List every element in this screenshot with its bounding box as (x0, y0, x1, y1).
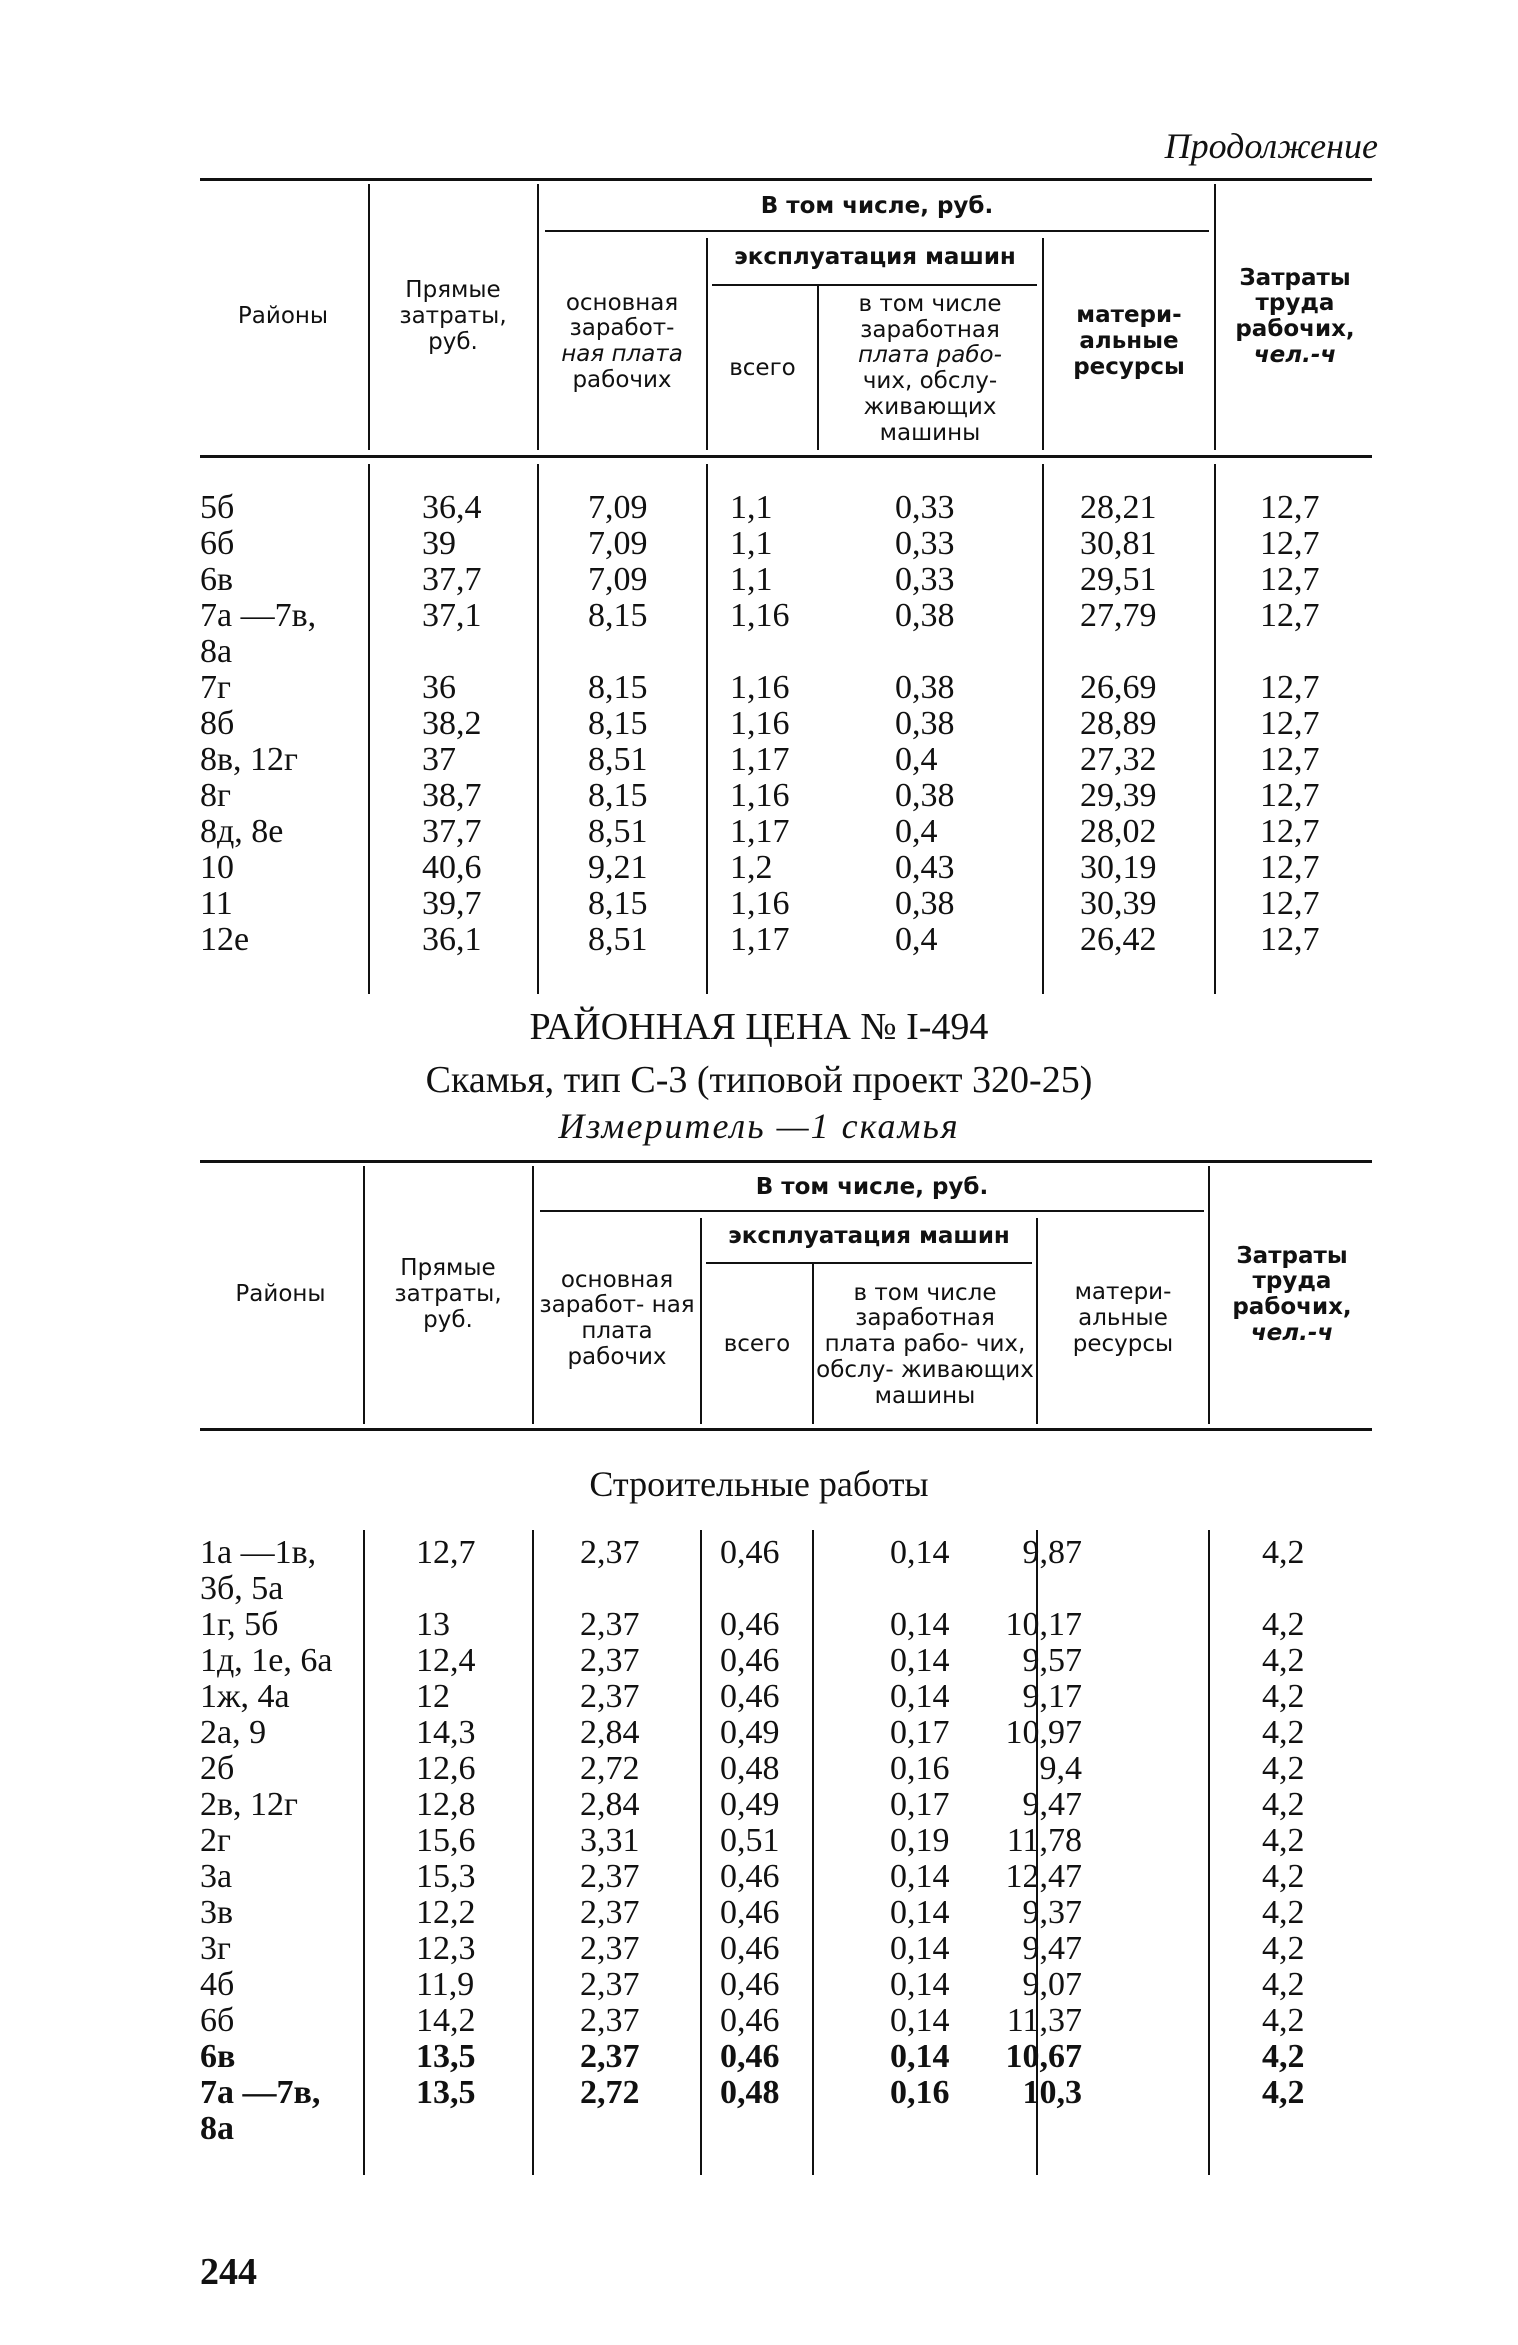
cell-mach: 1,17 (730, 741, 790, 778)
cell-region: 3а (200, 1858, 233, 1895)
price-measure: Измеритель —1 скамья (558, 1106, 960, 1146)
cell-wage: 7,09 (588, 561, 648, 598)
cell-mach_wage: 0,19 (890, 1822, 950, 1859)
table-row-continuation (200, 634, 1372, 670)
cell-region: 2а, 9 (200, 1714, 267, 1751)
cell-wage: 8,15 (588, 669, 648, 706)
continuation-label: Продолжение (1164, 126, 1378, 166)
cell-materials: 28,02 (1080, 813, 1157, 850)
header2-machine-total: всего (723, 1331, 791, 1358)
table-2 (200, 1160, 1372, 2175)
table-row (200, 1787, 1372, 1823)
cell-labor: 4,2 (1262, 1966, 1305, 2003)
cell-region: 12е (200, 921, 250, 958)
cell-mach_wage: 0,38 (895, 885, 955, 922)
cell-mach: 0,46 (720, 1858, 780, 1895)
cell-mach: 1,16 (730, 597, 790, 634)
cell-mach: 0,51 (720, 1822, 780, 1859)
cell-wage: 8,15 (588, 777, 648, 814)
cell-direct: 13,5 (416, 2038, 476, 2075)
table-row (200, 598, 1372, 634)
cell-mach: 0,48 (720, 1750, 780, 1787)
cell-materials: 12,47 (1005, 1858, 1082, 1895)
cell-mach_wage: 0,38 (895, 597, 955, 634)
header-labor: Затраты труда рабочих, чел.-ч (1235, 264, 1355, 368)
cell-wage: 2,84 (580, 1786, 640, 1823)
cell-wage: 3,31 (580, 1822, 640, 1859)
cell-mach: 0,48 (720, 2074, 780, 2111)
cell-direct: 12,2 (416, 1894, 476, 1931)
cell-mach: 0,46 (720, 2038, 780, 2075)
cell-materials: 9,57 (1022, 1642, 1082, 1679)
cell-materials: 10,17 (1005, 1606, 1082, 1643)
cell-wage: 2,84 (580, 1714, 640, 1751)
cell-wage: 2,37 (580, 1894, 640, 1931)
cell-materials: 29,39 (1080, 777, 1157, 814)
header2-labor: Затраты труда рабочих, чел.-ч (1232, 1242, 1352, 1346)
table-row (200, 1643, 1372, 1679)
cell-mach_wage: 0,17 (890, 1786, 950, 1823)
cell-labor: 4,2 (1262, 1822, 1305, 1859)
cell-direct: 36,4 (422, 489, 482, 526)
cell-mach_wage: 0,17 (890, 1714, 950, 1751)
cell-materials: 27,79 (1080, 597, 1157, 634)
cell-direct: 15,3 (416, 1858, 476, 1895)
cell-mach: 1,16 (730, 885, 790, 922)
cell-mach_wage: 0,38 (895, 777, 955, 814)
table-row (200, 1931, 1372, 1967)
cell-mach: 1,1 (730, 525, 773, 562)
cell-wage: 8,15 (588, 597, 648, 634)
cell-materials: 29,51 (1080, 561, 1157, 598)
header2-including: В том числе, руб. (755, 1174, 989, 1201)
table-row (200, 490, 1372, 526)
cell-labor: 12,7 (1260, 885, 1320, 922)
cell-labor: 4,2 (1262, 2002, 1305, 2039)
cell-wage: 2,37 (580, 1678, 640, 1715)
cell-mach: 0,49 (720, 1786, 780, 1823)
cell-labor: 12,7 (1260, 669, 1320, 706)
cell-region: 2в, 12г (200, 1786, 298, 1823)
cell-wage: 8,51 (588, 813, 648, 850)
cell-direct: 13,5 (416, 2074, 476, 2111)
cell-wage: 7,09 (588, 525, 648, 562)
header2-machine-operation: эксплуатация машин (728, 1223, 1010, 1250)
cell-materials: 9,17 (1022, 1678, 1082, 1715)
cell-region2: 8а (200, 2110, 234, 2147)
cell-direct: 12,8 (416, 1786, 476, 1823)
cell-mach: 0,46 (720, 1930, 780, 1967)
table-row (200, 1823, 1372, 1859)
table-row-continuation (200, 2111, 1372, 2147)
cell-direct: 39 (422, 525, 456, 562)
cell-direct: 37,7 (422, 813, 482, 850)
cell-mach_wage: 0,14 (890, 1858, 950, 1895)
cell-direct: 12,4 (416, 1642, 476, 1679)
cell-region: 7а —7в, (200, 2074, 321, 2111)
table-row (200, 922, 1372, 958)
cell-mach_wage: 0,14 (890, 1894, 950, 1931)
table-1 (200, 178, 1372, 998)
cell-direct: 12,7 (416, 1534, 476, 1571)
cell-mach_wage: 0,14 (890, 2038, 950, 2075)
header-materials: матери- альные ресурсы (1073, 302, 1185, 380)
cell-materials: 9,4 (1039, 1750, 1082, 1787)
cell-region: 3в (200, 1894, 234, 1931)
cell-wage: 2,37 (580, 1642, 640, 1679)
cell-direct: 39,7 (422, 885, 482, 922)
cell-wage: 8,51 (588, 741, 648, 778)
cell-wage: 8,51 (588, 921, 648, 958)
cell-mach: 1,16 (730, 669, 790, 706)
cell-mach: 0,46 (720, 1678, 780, 1715)
table-1-top-rule (200, 178, 1372, 181)
cell-mach_wage: 0,14 (890, 1966, 950, 2003)
cell-region: 8в, 12г (200, 741, 298, 778)
cell-region: 8д, 8е (200, 813, 284, 850)
cell-direct: 11,9 (416, 1966, 475, 2003)
cell-materials: 9,87 (1022, 1534, 1082, 1571)
table-1-header-rule (200, 455, 1372, 458)
cell-direct: 38,7 (422, 777, 482, 814)
cell-direct: 37,1 (422, 597, 482, 634)
table-row (200, 706, 1372, 742)
cell-region2: 3б, 5а (200, 1570, 284, 1607)
header2-main-wage: основная заработ- ная плата рабочих (539, 1266, 695, 1370)
cell-region: 7г (200, 669, 231, 706)
table-row (200, 814, 1372, 850)
cell-mach_wage: 0,14 (890, 1678, 950, 1715)
cell-region: 2б (200, 1750, 235, 1787)
cell-materials: 9,47 (1022, 1930, 1082, 1967)
header-including: В том числе, руб. (760, 193, 994, 220)
cell-wage: 2,37 (580, 1606, 640, 1643)
cell-materials: 28,89 (1080, 705, 1157, 742)
cell-mach_wage: 0,14 (890, 1534, 950, 1571)
cell-materials: 11,37 (1006, 2002, 1082, 2039)
cell-labor: 12,7 (1260, 741, 1320, 778)
cell-mach: 1,16 (730, 777, 790, 814)
cell-wage: 2,37 (580, 1966, 640, 2003)
cell-materials: 10,97 (1005, 1714, 1082, 1751)
cell-mach_wage: 0,4 (895, 921, 938, 958)
cell-direct: 36,1 (422, 921, 482, 958)
header-machine-total: всего (729, 355, 796, 382)
cell-direct: 36 (422, 669, 456, 706)
cell-direct: 14,3 (416, 1714, 476, 1751)
cell-direct: 37,7 (422, 561, 482, 598)
header-direct-costs: Прямые затраты, руб. (399, 277, 507, 355)
cell-labor: 12,7 (1260, 813, 1320, 850)
cell-mach: 1,16 (730, 705, 790, 742)
cell-mach_wage: 0,16 (890, 2074, 950, 2111)
table-row-continuation (200, 1571, 1372, 1607)
cell-labor: 4,2 (1262, 1894, 1305, 1931)
cell-labor: 12,7 (1260, 489, 1320, 526)
section-construction-works: Строительные работы (589, 1464, 929, 1504)
header2-materials: матери- альные ресурсы (1072, 1279, 1174, 1357)
page-number: 244 (200, 2251, 257, 2293)
cell-mach: 0,46 (720, 1966, 780, 2003)
cell-wage: 2,37 (580, 2002, 640, 2039)
cell-labor: 4,2 (1262, 1930, 1305, 1967)
cell-materials: 11,78 (1006, 1822, 1082, 1859)
cell-materials: 28,21 (1080, 489, 1157, 526)
table-2-top-rule (200, 1160, 1372, 1163)
cell-labor: 12,7 (1260, 597, 1320, 634)
cell-mach_wage: 0,14 (890, 1642, 950, 1679)
header-machine-operation: эксплуатация машин (734, 244, 1016, 271)
cell-materials: 9,07 (1022, 1966, 1082, 2003)
cell-region: 1а —1в, (200, 1534, 317, 1571)
table-row (200, 778, 1372, 814)
cell-direct: 12 (416, 1678, 450, 1715)
cell-mach_wage: 0,33 (895, 525, 955, 562)
table-row (200, 1715, 1372, 1751)
cell-mach: 0,46 (720, 1894, 780, 1931)
cell-region: 8г (200, 777, 231, 814)
table-row (200, 1607, 1372, 1643)
cell-mach_wage: 0,38 (895, 705, 955, 742)
cell-labor: 12,7 (1260, 525, 1320, 562)
cell-materials: 30,39 (1080, 885, 1157, 922)
cell-region: 5б (200, 489, 235, 526)
cell-mach: 0,49 (720, 1714, 780, 1751)
cell-wage: 8,15 (588, 885, 648, 922)
cell-mach_wage: 0,16 (890, 1750, 950, 1787)
cell-direct: 13 (416, 1606, 450, 1643)
header-machine-wage: в том числе заработная плата рабо- чих, обслу- живающих машины (858, 290, 1002, 446)
header2-direct-costs: Прямые затраты, руб. (394, 1255, 502, 1333)
cell-region: 11 (200, 885, 233, 922)
cell-mach: 1,2 (730, 849, 773, 886)
cell-region: 6б (200, 2002, 235, 2039)
cell-region: 1ж, 4а (200, 1678, 290, 1715)
header-main-wage: основная заработ- ная плата рабочих (561, 289, 683, 393)
cell-materials: 26,69 (1080, 669, 1157, 706)
cell-labor: 12,7 (1260, 561, 1320, 598)
cell-direct: 15,6 (416, 1822, 476, 1859)
cell-region: 8б (200, 705, 235, 742)
cell-mach: 0,46 (720, 1642, 780, 1679)
cell-direct: 12,6 (416, 1750, 476, 1787)
cell-region: 2г (200, 1822, 231, 1859)
table-row (200, 670, 1372, 706)
cell-region: 6б (200, 525, 235, 562)
cell-region: 6в (200, 2038, 236, 2075)
table-row (200, 2039, 1372, 2075)
cell-wage: 2,72 (580, 2074, 640, 2111)
cell-mach_wage: 0,38 (895, 669, 955, 706)
cell-materials: 30,81 (1080, 525, 1157, 562)
cell-mach_wage: 0,14 (890, 1930, 950, 1967)
price-subtitle: Скамья, тип С-3 (типовой проект 320-25) (425, 1059, 1093, 1101)
cell-mach: 1,1 (730, 561, 773, 598)
table-2-header-rule (200, 1428, 1372, 1431)
cell-mach_wage: 0,4 (895, 813, 938, 850)
cell-labor: 4,2 (1262, 1750, 1305, 1787)
cell-labor: 4,2 (1262, 1642, 1305, 1679)
table-row (200, 1751, 1372, 1787)
cell-region2: 8а (200, 633, 233, 670)
cell-region: 7а —7в, (200, 597, 317, 634)
cell-materials: 27,32 (1080, 741, 1157, 778)
header-regions: Районы (237, 303, 329, 330)
cell-labor: 4,2 (1262, 2074, 1305, 2111)
cell-mach: 1,17 (730, 921, 790, 958)
cell-materials: 9,37 (1022, 1894, 1082, 1931)
cell-mach_wage: 0,14 (890, 2002, 950, 2039)
cell-mach: 0,46 (720, 1606, 780, 1643)
cell-direct: 40,6 (422, 849, 482, 886)
cell-wage: 9,21 (588, 849, 648, 886)
price-title: РАЙОННАЯ ЦЕНА № I-494 (529, 1006, 989, 1048)
table-row (200, 2003, 1372, 2039)
cell-direct: 37 (422, 741, 456, 778)
cell-labor: 4,2 (1262, 1678, 1305, 1715)
cell-region: 10 (200, 849, 234, 886)
cell-wage: 2,37 (580, 1534, 640, 1571)
cell-region: 6в (200, 561, 234, 598)
table-row (200, 2075, 1372, 2111)
table-row (200, 1967, 1372, 2003)
cell-materials: 26,42 (1080, 921, 1157, 958)
header2-machine-wage: в том числе заработная плата рабо- чих, обслу- живающих машины (816, 1279, 1034, 1409)
table-row (200, 1679, 1372, 1715)
cell-mach_wage: 0,4 (895, 741, 938, 778)
cell-labor: 12,7 (1260, 777, 1320, 814)
cell-mach: 1,17 (730, 813, 790, 850)
cell-materials: 10,3 (1022, 2074, 1082, 2111)
cell-labor: 12,7 (1260, 849, 1320, 886)
table-row (200, 742, 1372, 778)
cell-labor: 4,2 (1262, 1858, 1305, 1895)
cell-wage: 7,09 (588, 489, 648, 526)
cell-wage: 2,37 (580, 2038, 640, 2075)
cell-labor: 4,2 (1262, 1786, 1305, 1823)
header2-regions: Районы (235, 1281, 326, 1308)
cell-labor: 4,2 (1262, 2038, 1305, 2075)
table-row (200, 562, 1372, 598)
table-row (200, 886, 1372, 922)
cell-wage: 2,37 (580, 1930, 640, 1967)
table-row (200, 1859, 1372, 1895)
cell-mach_wage: 0,14 (890, 1606, 950, 1643)
cell-labor: 4,2 (1262, 1714, 1305, 1751)
table-row (200, 850, 1372, 886)
cell-direct: 12,3 (416, 1930, 476, 1967)
cell-materials: 30,19 (1080, 849, 1157, 886)
cell-region: 4б (200, 1966, 235, 2003)
cell-region: 1г, 5б (200, 1606, 279, 1643)
cell-mach_wage: 0,43 (895, 849, 955, 886)
cell-mach: 0,46 (720, 1534, 780, 1571)
table-row (200, 526, 1372, 562)
table-row (200, 1535, 1372, 1571)
cell-labor: 12,7 (1260, 921, 1320, 958)
cell-direct: 38,2 (422, 705, 482, 742)
cell-materials: 9,47 (1022, 1786, 1082, 1823)
cell-labor: 4,2 (1262, 1534, 1305, 1571)
cell-labor: 12,7 (1260, 705, 1320, 742)
table-row (200, 1895, 1372, 1931)
cell-wage: 2,72 (580, 1750, 640, 1787)
cell-mach_wage: 0,33 (895, 561, 955, 598)
cell-region: 1д, 1е, 6а (200, 1642, 333, 1679)
cell-labor: 4,2 (1262, 1606, 1305, 1643)
cell-materials: 10,67 (1005, 2038, 1082, 2075)
cell-wage: 8,15 (588, 705, 648, 742)
cell-direct: 14,2 (416, 2002, 476, 2039)
cell-mach: 1,1 (730, 489, 773, 526)
cell-mach: 0,46 (720, 2002, 780, 2039)
cell-mach_wage: 0,33 (895, 489, 955, 526)
cell-region: 3г (200, 1930, 231, 1967)
cell-wage: 2,37 (580, 1858, 640, 1895)
